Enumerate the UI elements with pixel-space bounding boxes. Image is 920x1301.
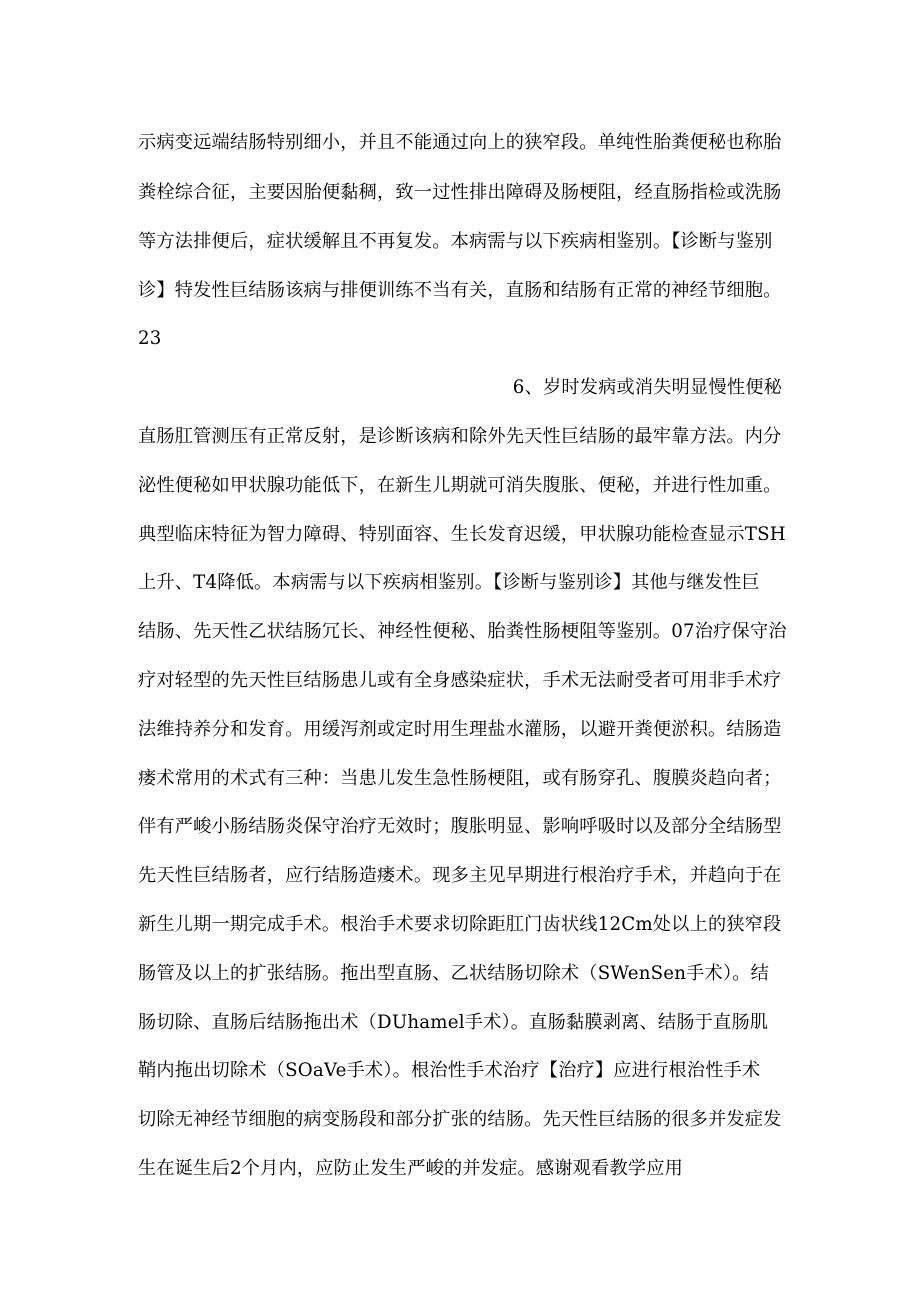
text-line-1: 示病变远端结肠特别细小，并且不能通过向上的狭窄段。单纯性胎粪便秘也称胎 <box>138 132 782 153</box>
text-line-3: 等方法排便后，症状缓解且不再复发。本病需与以下疾病相鉴别。【诊断与鉴别 <box>138 231 773 252</box>
text-line-11: 结肠、先天性乙状结肠冗长、神经性便秘、胎粪性肠梗阻等鉴别。07治疗保守治 <box>138 621 787 642</box>
text-line-17: 新生儿期一期完成手术。根治手术要求切除距肛门齿状线12Cm处以上的狭窄段 <box>138 914 782 935</box>
text-line-19: 肠切除、直肠后结肠拖出术（DUhamel手术）。直肠黏膜剥离、结肠于直肠肌 <box>138 1012 769 1033</box>
text-line-13: 法维持养分和发育。用缓泻剂或定时用生理盐水灌肠，以避开粪便淤积。结肠造 <box>138 719 782 740</box>
text-line-12: 疗对轻型的先天性巨结肠患儿或有全身感染症状，手术无法耐受者可用非手术疗 <box>138 670 782 691</box>
text-line-14: 瘘术常用的术式有三种：当患儿发生急性肠梗阻，或有肠穿孔、腹膜炎趋向者； <box>138 768 782 789</box>
text-line-15: 伴有严峻小肠结肠炎保守治疗无效时；腹胀明显、影响呼吸时以及部分全结肠型 <box>138 816 782 837</box>
text-line-10: 上升、T4降低。本病需与以下疾病相鉴别。【诊断与鉴别诊】其他与继发性巨 <box>138 572 760 593</box>
section-heading: 6、岁时发病或消失明显慢性便秘 <box>512 377 782 398</box>
text-line-2: 粪栓综合征，主要因胎便黏稠，致一过性排出障碍及肠梗阻，经直肠指检或洗肠 <box>138 182 782 203</box>
page-number: 23 <box>138 328 162 349</box>
text-line-8: 泌性便秘如甲状腺功能低下，在新生儿期就可消失腹胀、便秘，并进行性加重。 <box>138 475 782 496</box>
text-line-18: 肠管及以上的扩张结肠。拖出型直肠、乙状结肠切除术（SWenSen手术）。结 <box>138 963 770 984</box>
text-line-9: 典型临床特征为智力障碍、特别面容、生长发育迟缓，甲状腺功能检查显示TSH <box>138 524 786 545</box>
text-line-22: 生在诞生后2个月内，应防止发生严峻的并发症。感谢观看教学应用 <box>138 1158 684 1179</box>
text-line-20: 鞘内拖出切除术（SOaVe手术）。根治性手术治疗【治疗】应进行根治性手术 <box>138 1060 761 1081</box>
text-line-16: 先天性巨结肠者，应行结肠造瘘术。现多主见早期进行根治疗手术，并趋向于在 <box>138 865 782 886</box>
text-line-4: 诊】特发性巨结肠该病与排便训练不当有关，直肠和结肠有正常的神经节细胞。 <box>138 280 782 301</box>
text-line-21: 切除无神经节细胞的病变肠段和部分扩张的结肠。先天性巨结肠的很多并发症发 <box>138 1109 782 1130</box>
text-line-7: 直肠肛管测压有正常反射，是诊断该病和除外先天性巨结肠的最牢靠方法。内分 <box>138 426 782 447</box>
